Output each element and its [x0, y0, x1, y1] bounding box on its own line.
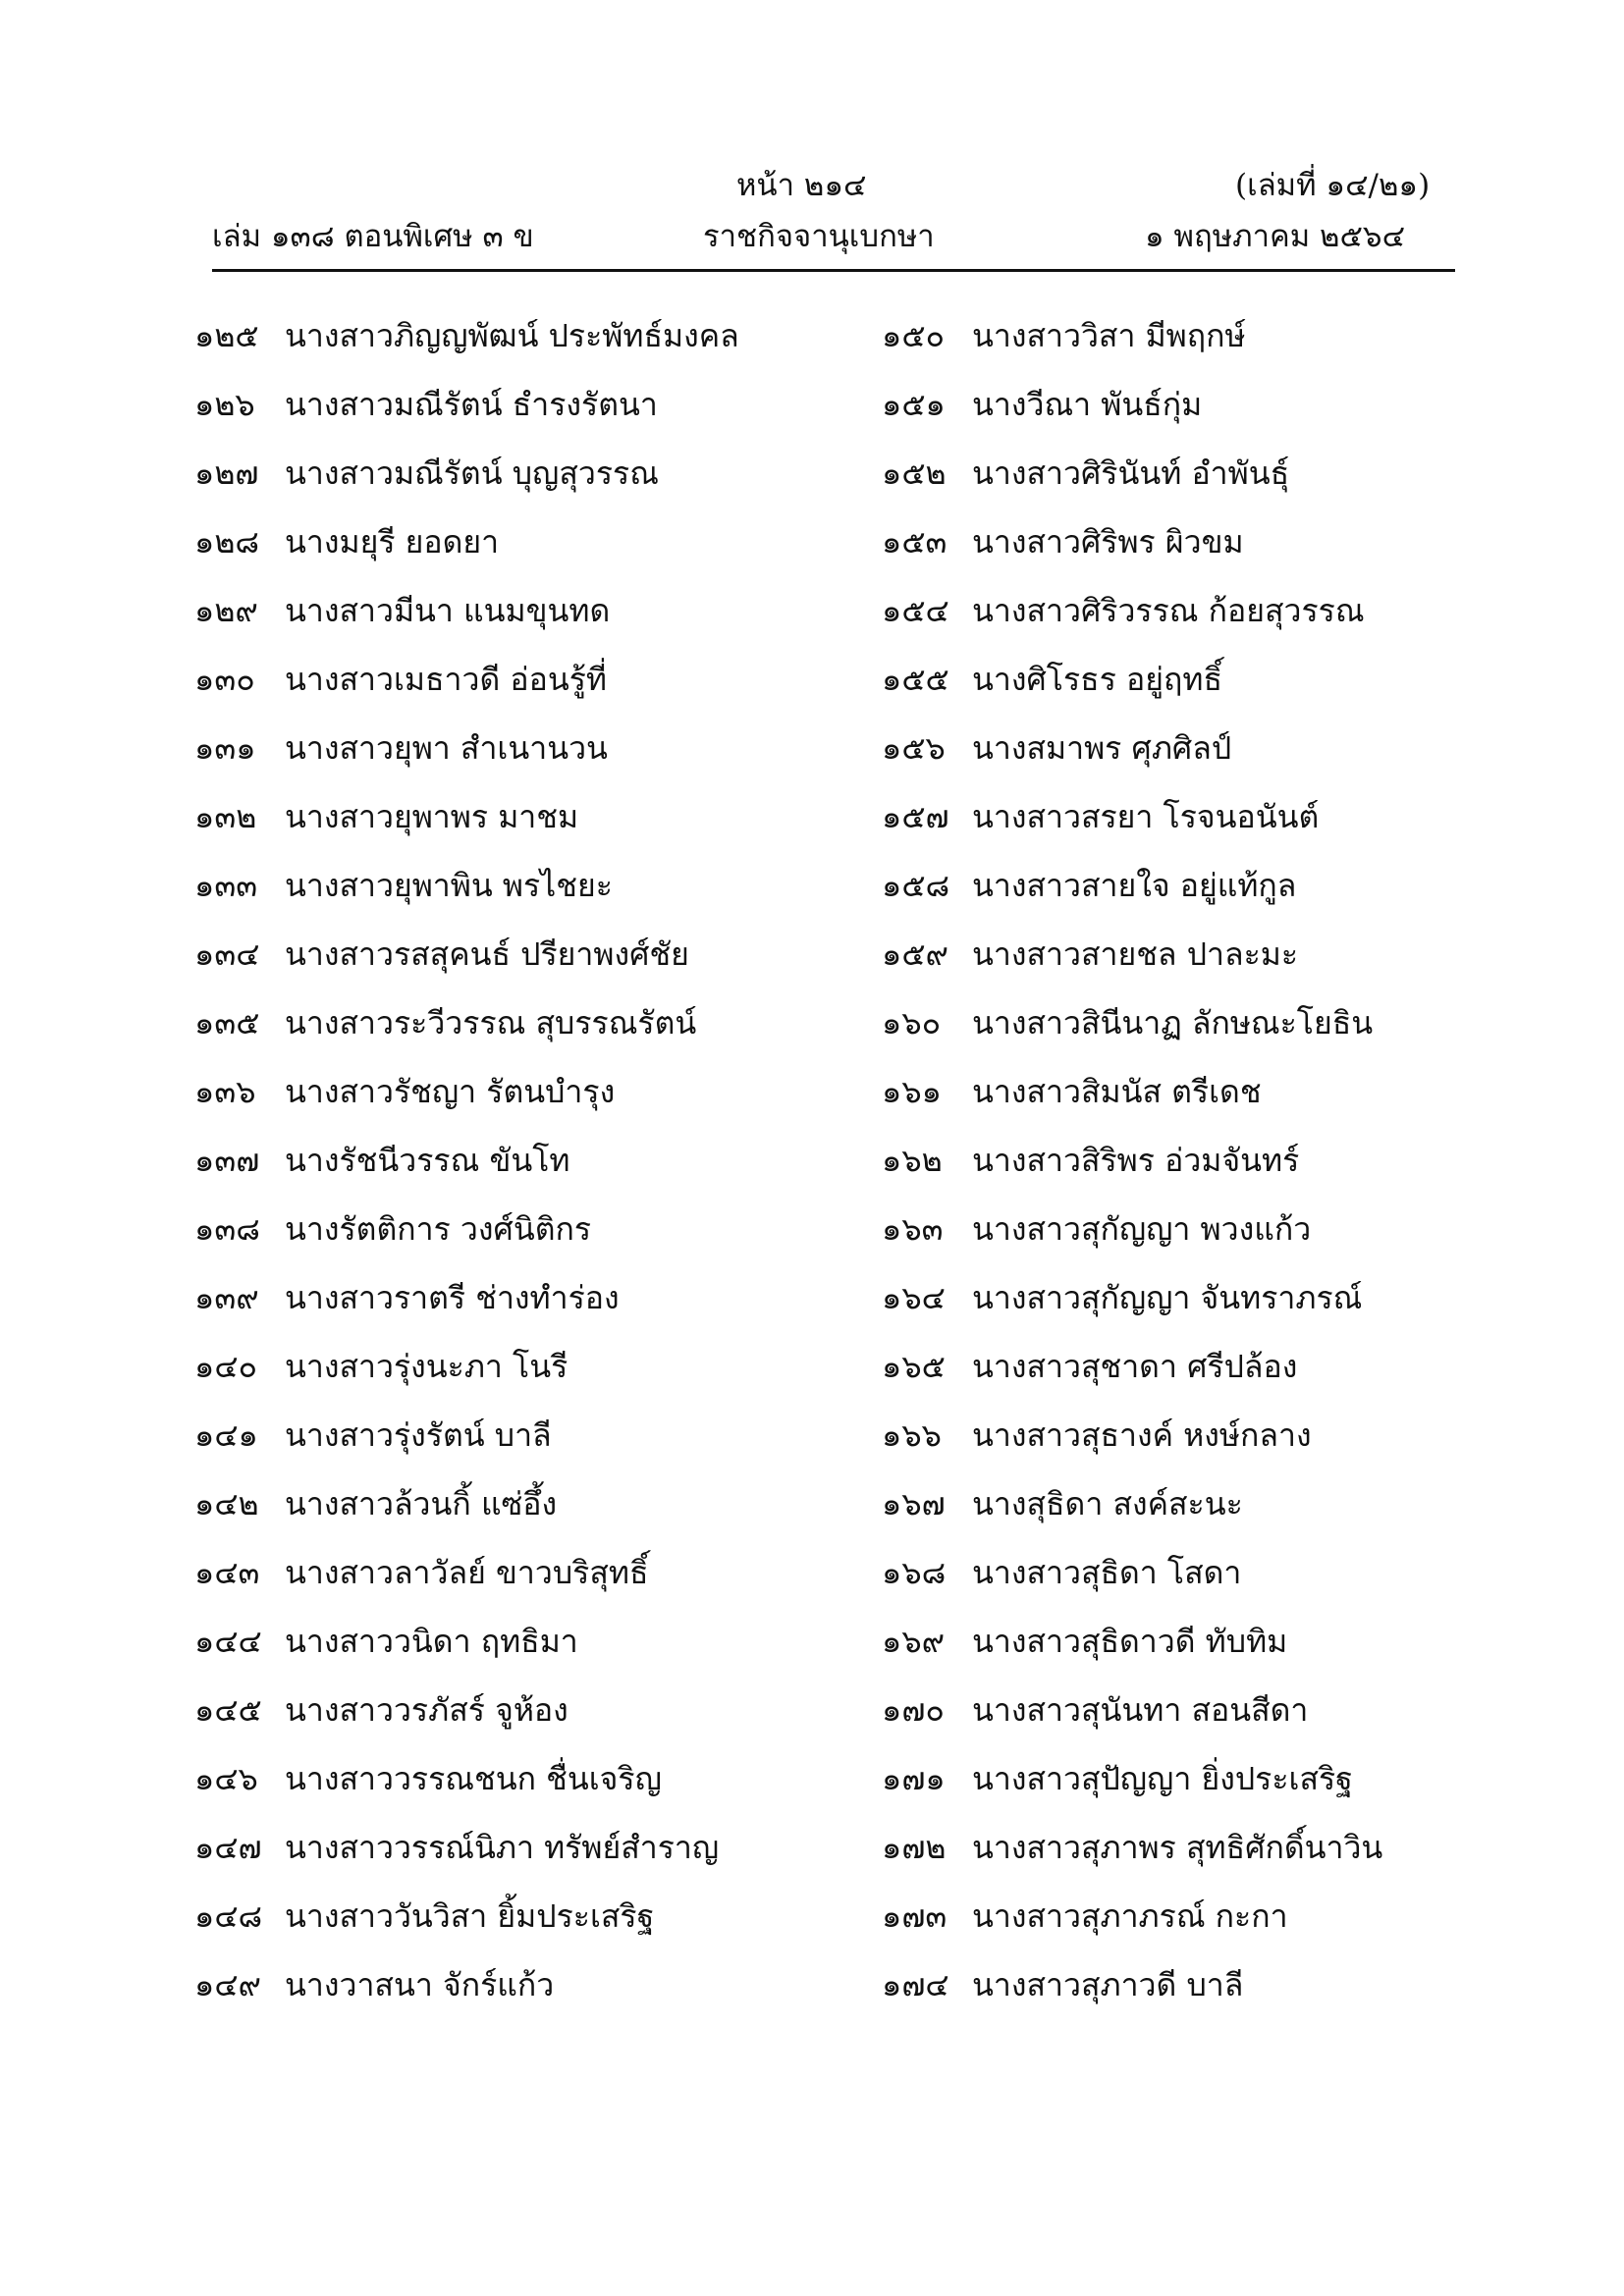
entry-number: ๑๕๓ — [882, 523, 947, 561]
list-item — [194, 866, 739, 934]
list-item — [882, 385, 1382, 454]
entry-name: นางสาวสุปัญญา ยิ่งประเสริฐ — [972, 1760, 1353, 1797]
list-item — [882, 1622, 1382, 1690]
list-item — [882, 1347, 1382, 1415]
entry-number: ๑๕๐ — [882, 317, 946, 354]
entry-number: ๑๗๒ — [882, 1829, 947, 1866]
entry-number: ๑๔๘ — [194, 1897, 263, 1935]
entry-name: นางรัชนีวรรณ ขันโท — [285, 1142, 570, 1179]
entry-name: นางมยุรี ยอดยา — [285, 523, 500, 561]
list-item — [882, 1209, 1382, 1278]
entry-name: นางสาวภิญญพัฒน์ ประพัทธ์มงคล — [285, 317, 739, 354]
entry-number: ๑๓๔ — [194, 935, 260, 973]
entry-number: ๑๒๙ — [194, 592, 258, 629]
entry-name: นางสาวมณีรัตน์ บุญสุวรรณ — [285, 454, 659, 492]
list-item — [882, 316, 1382, 385]
entry-name: นางสาวสินีนาฏ ลักษณะโยธิน — [972, 1004, 1374, 1041]
entry-number: ๑๔๔ — [194, 1623, 262, 1660]
list-item — [194, 1759, 739, 1828]
entry-name: นางสาวสิมนัส ตรีเดช — [972, 1073, 1262, 1110]
entry-number: ๑๔๖ — [194, 1760, 258, 1797]
entry-name: นางสาวสุธางค์ หงษ์กลาง — [972, 1416, 1312, 1454]
entry-name: นางสาวสุธิดา โสดา — [972, 1554, 1242, 1591]
entry-name: นางสาวเมธาวดี อ่อนรู้ที่ — [285, 661, 607, 698]
list-item — [882, 1896, 1382, 1965]
entry-number: ๑๕๗ — [882, 798, 949, 835]
list-item — [194, 660, 739, 728]
entry-number: ๑๔๕ — [194, 1691, 262, 1729]
entry-name: นางสาวมีนา แนมขุนทด — [285, 592, 611, 629]
entry-name: นางสาวยุพาพร มาชม — [285, 798, 579, 835]
entry-number: ๑๗๔ — [882, 1966, 949, 2003]
entry-number: ๑๗๓ — [882, 1897, 947, 1935]
entry-name: นางรัตติการ วงศ์นิติกร — [285, 1210, 592, 1248]
entry-name: นางสาวรัชญา รัตนบำรุง — [285, 1073, 616, 1110]
entry-name: นางสาวสุภาภรณ์ กะกา — [972, 1897, 1288, 1935]
entry-number: ๑๔๗ — [194, 1829, 262, 1866]
list-item — [882, 1141, 1382, 1209]
list-item — [194, 1141, 739, 1209]
list-item — [194, 1003, 739, 1072]
publication-date: ๑ พฤษภาคม ๒๕๖๔ — [1145, 219, 1406, 254]
list-item — [194, 1896, 739, 1965]
entry-number: ๑๖๗ — [882, 1485, 946, 1522]
list-item — [194, 385, 739, 454]
entry-name: นางสาวราตรี ช่างทำร่อง — [285, 1279, 620, 1316]
list-item — [882, 522, 1382, 591]
list-item — [194, 1484, 739, 1553]
entry-name: นางสาวสายชล ปาละมะ — [972, 935, 1299, 973]
entry-number: ๑๕๙ — [882, 935, 948, 973]
name-list-right — [882, 316, 1382, 2034]
publication-title: ราชกิจจานุเบกษา — [703, 219, 935, 254]
list-item — [882, 1484, 1382, 1553]
list-item — [194, 1690, 739, 1759]
entry-name: นางสาวศิริวรรณ ก้อยสุวรรณ — [972, 592, 1365, 629]
entry-name: นางสาวสายใจ อยู่แท้กูล — [972, 867, 1297, 904]
list-item — [882, 866, 1382, 934]
list-item — [194, 1072, 739, 1141]
entry-number: ๑๓๘ — [194, 1210, 260, 1248]
entry-number: ๑๓๒ — [194, 798, 257, 835]
list-item — [194, 1622, 739, 1690]
entry-number: ๑๓๖ — [194, 1073, 256, 1110]
entry-number: ๑๒๗ — [194, 454, 259, 492]
entry-number: ๑๖๔ — [882, 1279, 946, 1316]
list-item — [882, 934, 1382, 1003]
entry-number: ๑๖๒ — [882, 1142, 943, 1179]
list-item — [194, 1278, 739, 1347]
entry-number: ๑๔๒ — [194, 1485, 259, 1522]
entry-name: นางสาววันวิสา ยิ้มประเสริฐ — [285, 1897, 655, 1935]
entry-name: นางสาวยุพา สำเนานวน — [285, 729, 608, 767]
entry-number: ๑๒๖ — [194, 386, 255, 423]
list-item — [882, 1965, 1382, 2034]
entry-name: นางสุธิดา สงค์สะนะ — [972, 1485, 1243, 1522]
list-item — [194, 454, 739, 522]
entry-name: นางวีณา พันธ์กุ่ม — [972, 386, 1203, 423]
entry-name: นางสาวระวีวรรณ สุบรรณรัตน์ — [285, 1004, 697, 1041]
entry-name: นางสมาพร ศุภศิลป์ — [972, 729, 1232, 767]
entry-name: นางสาวศิรินันท์ อำพันธุ์ — [972, 454, 1290, 492]
entry-name: นางสาวรสสุคนธ์ ปรียาพงศ์ชัย — [285, 935, 689, 973]
entry-number: ๑๔๑ — [194, 1416, 258, 1454]
entry-name: นางสาวสุธิดาวดี ทับทิม — [972, 1623, 1288, 1660]
entry-name: นางสาวรุ่งรัตน์ บาลี — [285, 1416, 552, 1454]
entry-name: นางสาวสิริพร อ่วมจันทร์ — [972, 1142, 1300, 1179]
list-item — [194, 522, 739, 591]
entry-number: ๑๕๑ — [882, 386, 946, 423]
list-item — [194, 591, 739, 660]
entry-number: ๑๖๕ — [882, 1348, 946, 1385]
list-item — [882, 1690, 1382, 1759]
entry-number: ๑๗๑ — [882, 1760, 946, 1797]
list-item — [882, 797, 1382, 866]
list-item — [882, 1828, 1382, 1896]
entry-number: ๑๒๘ — [194, 523, 260, 561]
list-item — [194, 797, 739, 866]
issue-info: เล่ม ๑๓๘ ตอนพิเศษ ๓ ข — [212, 219, 534, 254]
entry-number: ๑๕๘ — [882, 867, 950, 904]
entry-number: ๑๖๐ — [882, 1004, 942, 1041]
list-item — [194, 1415, 739, 1484]
list-item — [882, 454, 1382, 522]
entry-number: ๑๓๗ — [194, 1142, 260, 1179]
entry-number: ๑๕๔ — [882, 592, 949, 629]
list-item — [194, 1209, 739, 1278]
list-item — [882, 1415, 1382, 1484]
entry-name: นางสาวสุชาดา ศรีปล้อง — [972, 1348, 1298, 1385]
entry-number: ๑๓๙ — [194, 1279, 259, 1316]
entry-name: นางสาวสรยา โรจนอนันต์ — [972, 798, 1320, 835]
entry-name: นางวาสนา จักร์แก้ว — [285, 1966, 555, 2003]
list-item — [882, 660, 1382, 728]
list-item — [882, 1003, 1382, 1072]
list-item — [882, 1553, 1382, 1622]
entry-name: นางศิโรธร อยู่ฤทธิ์ — [972, 661, 1223, 698]
entry-name: นางสาววรรณ์นิภา ทรัพย์สำราญ — [285, 1829, 720, 1866]
entry-number: ๑๗๐ — [882, 1691, 945, 1729]
entry-name: นางสาววิสา มีพฤกษ์ — [972, 317, 1246, 354]
entry-number: ๑๖๓ — [882, 1210, 944, 1248]
entry-number: ๑๓๓ — [194, 867, 258, 904]
entry-name: นางสาวสุนันทา สอนสีดา — [972, 1691, 1309, 1729]
entry-name: นางสาวรุ่งนะภา โนรี — [285, 1348, 568, 1385]
list-item — [882, 591, 1382, 660]
list-item — [194, 934, 739, 1003]
entry-number: ๑๖๖ — [882, 1416, 942, 1454]
volume-range: (เล่มที่ ๑๔/๒๑) — [1235, 168, 1431, 203]
entry-number: ๑๕๒ — [882, 454, 947, 492]
list-item — [882, 1759, 1382, 1828]
entry-name: นางสาวศิริพร ผิวขม — [972, 523, 1244, 561]
entry-number: ๑๔๐ — [194, 1348, 258, 1385]
entry-name: นางสาวสุกัญญา พวงแก้ว — [972, 1210, 1312, 1248]
entry-name: นางสาวยุพาพิน พรไชยะ — [285, 867, 613, 904]
page-number: หน้า ๒๑๔ — [736, 168, 867, 203]
entry-name: นางสาววนิดา ฤทธิมา — [285, 1623, 578, 1660]
entry-number: ๑๖๙ — [882, 1623, 946, 1660]
name-list-left — [194, 316, 739, 2034]
list-item — [194, 1965, 739, 2034]
entry-number: ๑๔๓ — [194, 1554, 260, 1591]
entry-number: ๑๕๖ — [882, 729, 946, 767]
list-item — [194, 1828, 739, 1896]
entry-name: นางสาวลาวัลย์ ขาวบริสุทธิ์ — [285, 1554, 649, 1591]
entry-name: นางสาวสุภาวดี บาลี — [972, 1966, 1244, 2003]
list-item — [882, 1072, 1382, 1141]
entry-name: นางสาวล้วนกิ้ แซ่อึ้ง — [285, 1485, 558, 1522]
list-item — [882, 728, 1382, 797]
list-item — [882, 1278, 1382, 1347]
list-item — [194, 728, 739, 797]
entry-name: นางสาววรรณชนก ชื่นเจริญ — [285, 1760, 662, 1797]
header-rule — [212, 269, 1455, 272]
entry-number: ๑๓๑ — [194, 729, 256, 767]
entry-number: ๑๖๘ — [882, 1554, 947, 1591]
entry-number: ๑๒๕ — [194, 317, 259, 354]
entry-name: นางสาววรภัสร์ จูห้อง — [285, 1691, 568, 1729]
entry-number: ๑๕๕ — [882, 661, 949, 698]
list-item — [194, 316, 739, 385]
entry-name: นางสาวสุกัญญา จันทราภรณ์ — [972, 1279, 1363, 1316]
entry-number: ๑๓๐ — [194, 661, 255, 698]
entry-number: ๑๖๑ — [882, 1073, 942, 1110]
list-item — [194, 1347, 739, 1415]
entry-number: ๑๔๙ — [194, 1966, 261, 2003]
entry-number: ๑๓๕ — [194, 1004, 260, 1041]
entry-name: นางสาวมณีรัตน์ ธำรงรัตนา — [285, 386, 658, 423]
entry-name: นางสาวสุภาพร สุทธิศักดิ์นาวิน — [972, 1829, 1383, 1866]
list-item — [194, 1553, 739, 1622]
